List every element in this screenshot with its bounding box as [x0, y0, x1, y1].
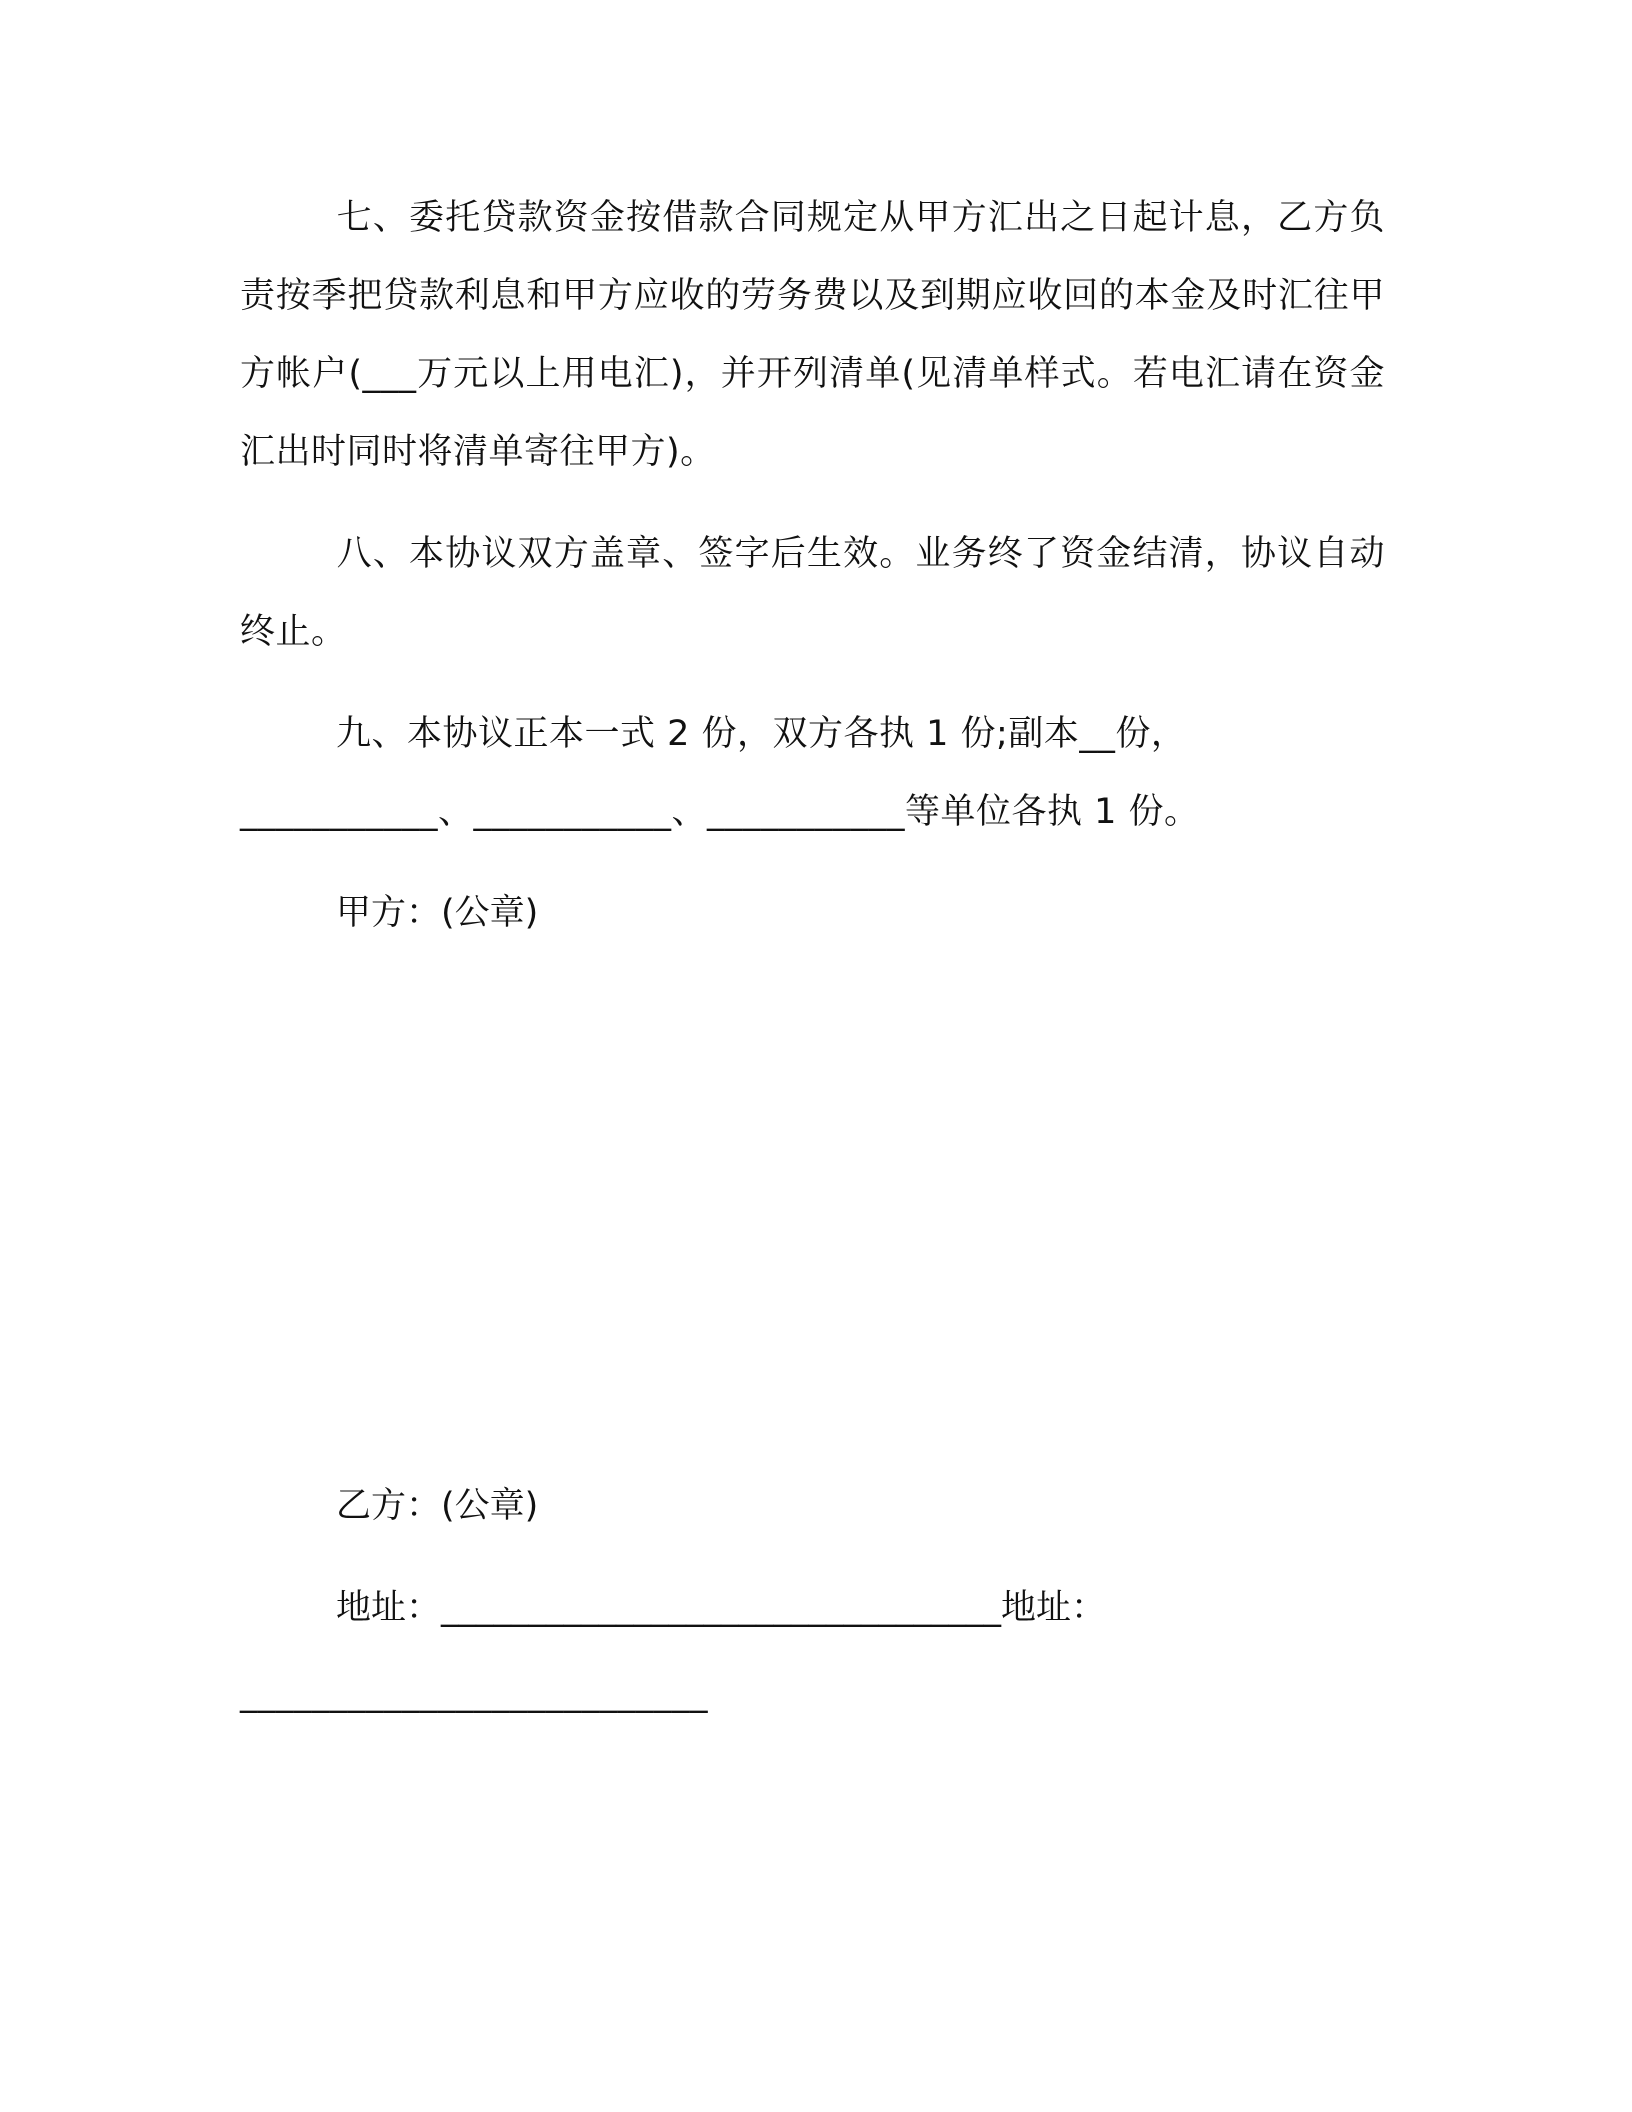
- clause-8-text: 八、本协议双方盖章、签字后生效。业务终了资金结清，协议自动终止。: [240, 534, 1385, 652]
- clause-7-text: 七、委托贷款资金按借款合同规定从甲方汇出之日起计息，乙方负责按季把贷款利息和甲方应收的劳务费以及到期应收回的本金及时汇往甲方帐户(___万元以上用电汇)，并开列清单(见清单样式。若电汇请在资金汇出时同时将清单寄往甲方)。: [240, 198, 1385, 472]
- clause-9-line-2: ___________、___________、___________等单位各执 1 份。: [240, 792, 1200, 832]
- party-a-seal: 甲方：(公章): [336, 893, 539, 933]
- clause-9-line-1: 九、本协议正本一式 2 份，双方各执 1 份;副本__份，: [336, 714, 1187, 754]
- address-line-2: __________________________: [240, 1674, 708, 1714]
- clause-8: [240, 515, 1385, 671]
- address-line-1: 地址：________________________________地址：: [336, 1588, 1107, 1628]
- clause-7: [240, 179, 1385, 491]
- party-b-seal: 乙方：(公章): [336, 1486, 539, 1526]
